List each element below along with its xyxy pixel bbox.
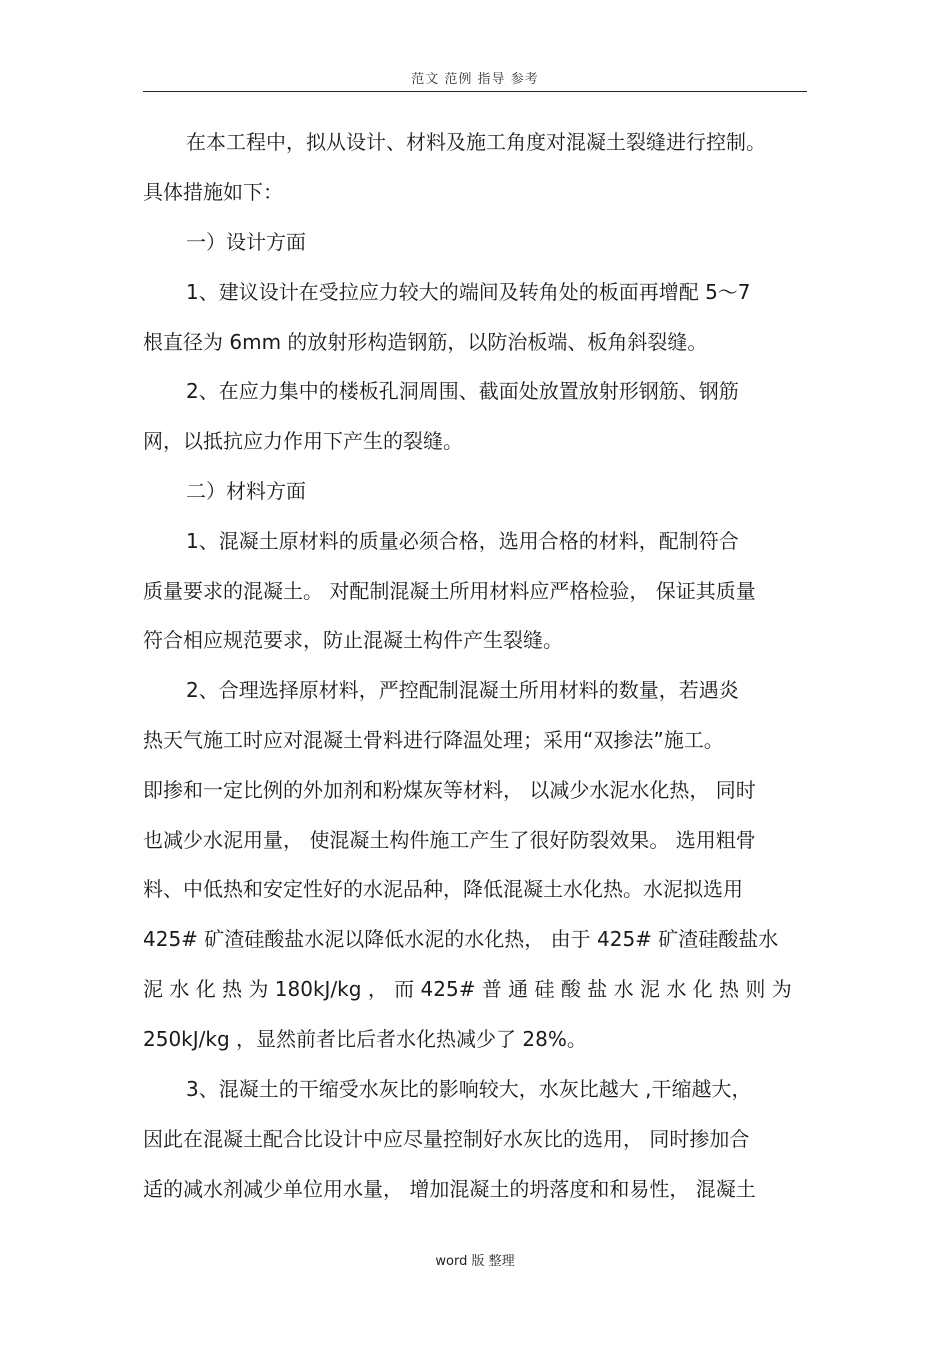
body-line: 因此在混凝土配合比设计中应尽量控制好水灰比的选用， 同时掺加合 <box>143 1127 750 1151</box>
body-line: 3、混凝土的干缩受水灰比的影响较大，水灰比越大 ,干缩越大， <box>186 1077 752 1101</box>
body-line: 适的减水剂减少单位用水量， 增加混凝土的坍落度和和易性， 混凝土 <box>143 1177 756 1201</box>
body-line: 即掺和一定比例的外加剂和粉煤灰等材料， 以减少水泥水化热， 同时 <box>143 778 756 802</box>
body-line: 料、中低热和安定性好的水泥品种，降低混凝土水化热。水泥拟选用 <box>143 877 743 901</box>
body-line: 1、建议设计在受拉应力较大的端间及转角处的板面再增配 5～7 <box>186 280 751 304</box>
page-footer: word 版 整理 <box>435 1254 515 1269</box>
body-line: 250kJ/kg ，显然前者比后者水化热减少了 28%。 <box>143 1027 587 1051</box>
body-line: 1、混凝土原材料的质量必须合格，选用合格的材料，配制符合 <box>186 529 739 553</box>
body-line: 425# 矿渣硅酸盐水泥以降低水泥的水化热， 由于 425# 矿渣硅酸盐水 <box>143 927 779 951</box>
body-line: 也减少水泥用量， 使混凝土构件施工产生了很好防裂效果。 选用粗骨 <box>143 828 756 852</box>
body-line: 泥 水 化 热 为 180kJ/kg ， 而 425# 普 通 硅 酸 盐 水 泥 水 化 热 则 为 <box>143 977 792 1001</box>
section-heading: 一）设计方面 <box>186 230 306 254</box>
body-line: 质量要求的混凝土。 对配制混凝土所用材料应严格检验， 保证其质量 <box>143 579 756 603</box>
body-line: 具体措施如下： <box>143 180 283 204</box>
body-line: 符合相应规范要求，防止混凝土构件产生裂缝。 <box>143 628 563 652</box>
body-line: 网，以抵抗应力作用下产生的裂缝。 <box>143 429 463 453</box>
body-line: 2、在应力集中的楼板孔洞周围、截面处放置放射形钢筋、钢筋 <box>186 379 739 403</box>
header-divider <box>143 91 807 92</box>
body-line: 2、合理选择原材料，严控配制混凝土所用材料的数量，若遇炎 <box>186 678 739 702</box>
body-line: 在本工程中，拟从设计、材料及施工角度对混凝土裂缝进行控制。 <box>186 130 766 154</box>
page-header: 范文 范例 指导 参考 <box>411 72 539 87</box>
section-heading: 二）材料方面 <box>186 479 306 503</box>
body-line: 热天气施工时应对混凝土骨料进行降温处理；采用“双掺法”施工。 <box>143 728 724 752</box>
body-line: 根直径为 6mm 的放射形构造钢筋，以防治板端、板角斜裂缝。 <box>143 330 708 354</box>
